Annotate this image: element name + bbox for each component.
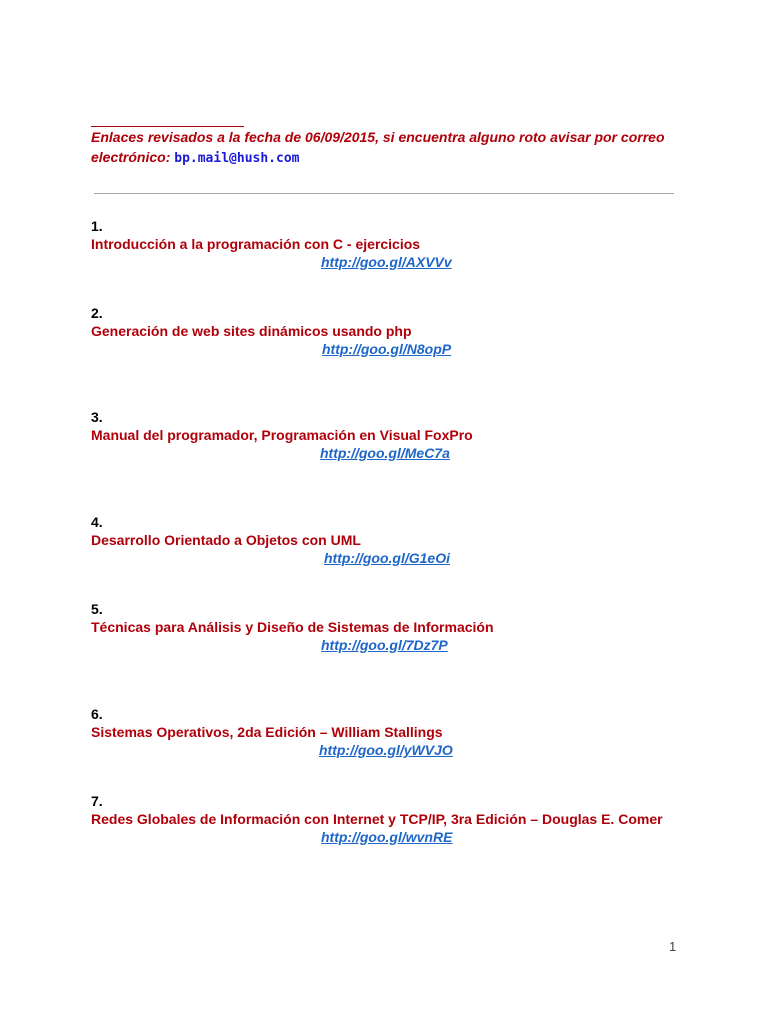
list-item-4 (91, 513, 731, 567)
item-link[interactable]: http://goo.gl/yWVJO (319, 742, 453, 758)
notice-text-end: , si encuentra alguno roto avisar por correo electrónico: (91, 129, 665, 165)
revision-date: 06/09/2015 (305, 129, 376, 145)
item-title: Técnicas para Análisis y Diseño de Sistemas de Información (91, 619, 494, 635)
list-item-6 (91, 705, 731, 759)
list-item-7 (91, 792, 731, 846)
list-item-2 (91, 304, 731, 358)
item-title: Manual del programador, Programación en Visual FoxPro (91, 427, 473, 443)
item-number: 3. (91, 409, 103, 425)
list-item-5 (91, 600, 731, 654)
item-title: Sistemas Operativos, 2da Edición – William Stallings (91, 724, 443, 740)
item-title: Desarrollo Orientado a Objetos con UML (91, 532, 361, 548)
item-link[interactable]: http://goo.gl/MeC7a (320, 445, 450, 461)
page-number: 1 (669, 939, 677, 954)
item-number: 2. (91, 305, 103, 321)
item-link[interactable]: http://goo.gl/N8opP (322, 341, 452, 357)
item-title: Introducción a la programación con C - ejercicios (91, 236, 421, 252)
item-number: 1. (91, 218, 103, 234)
item-number: 5. (91, 601, 103, 617)
item-number: 4. (91, 514, 103, 530)
item-link[interactable]: http://goo.gl/AXVVv (321, 254, 452, 270)
item-link[interactable]: http://goo.gl/7Dz7P (321, 637, 448, 653)
list-item-3 (91, 408, 731, 462)
item-link[interactable]: http://goo.gl/G1eOi (324, 550, 450, 566)
revision-notice (91, 127, 691, 169)
item-title: Redes Globales de Información con Internet y TCP/IP, 3ra Edición – Douglas E. Comer (91, 811, 663, 827)
item-link[interactable]: http://goo.gl/wvnRE (321, 829, 453, 845)
list-item-1 (91, 217, 731, 271)
contact-email-link[interactable]: bp.mail@hush.com (174, 151, 300, 166)
notice-text-start: Enlaces revisados a la fecha de (91, 129, 306, 145)
item-number: 6. (91, 706, 103, 722)
horizontal-rule (94, 193, 674, 194)
item-number: 7. (91, 793, 103, 809)
item-title: Generación de web sites dinámicos usando php (91, 323, 412, 339)
